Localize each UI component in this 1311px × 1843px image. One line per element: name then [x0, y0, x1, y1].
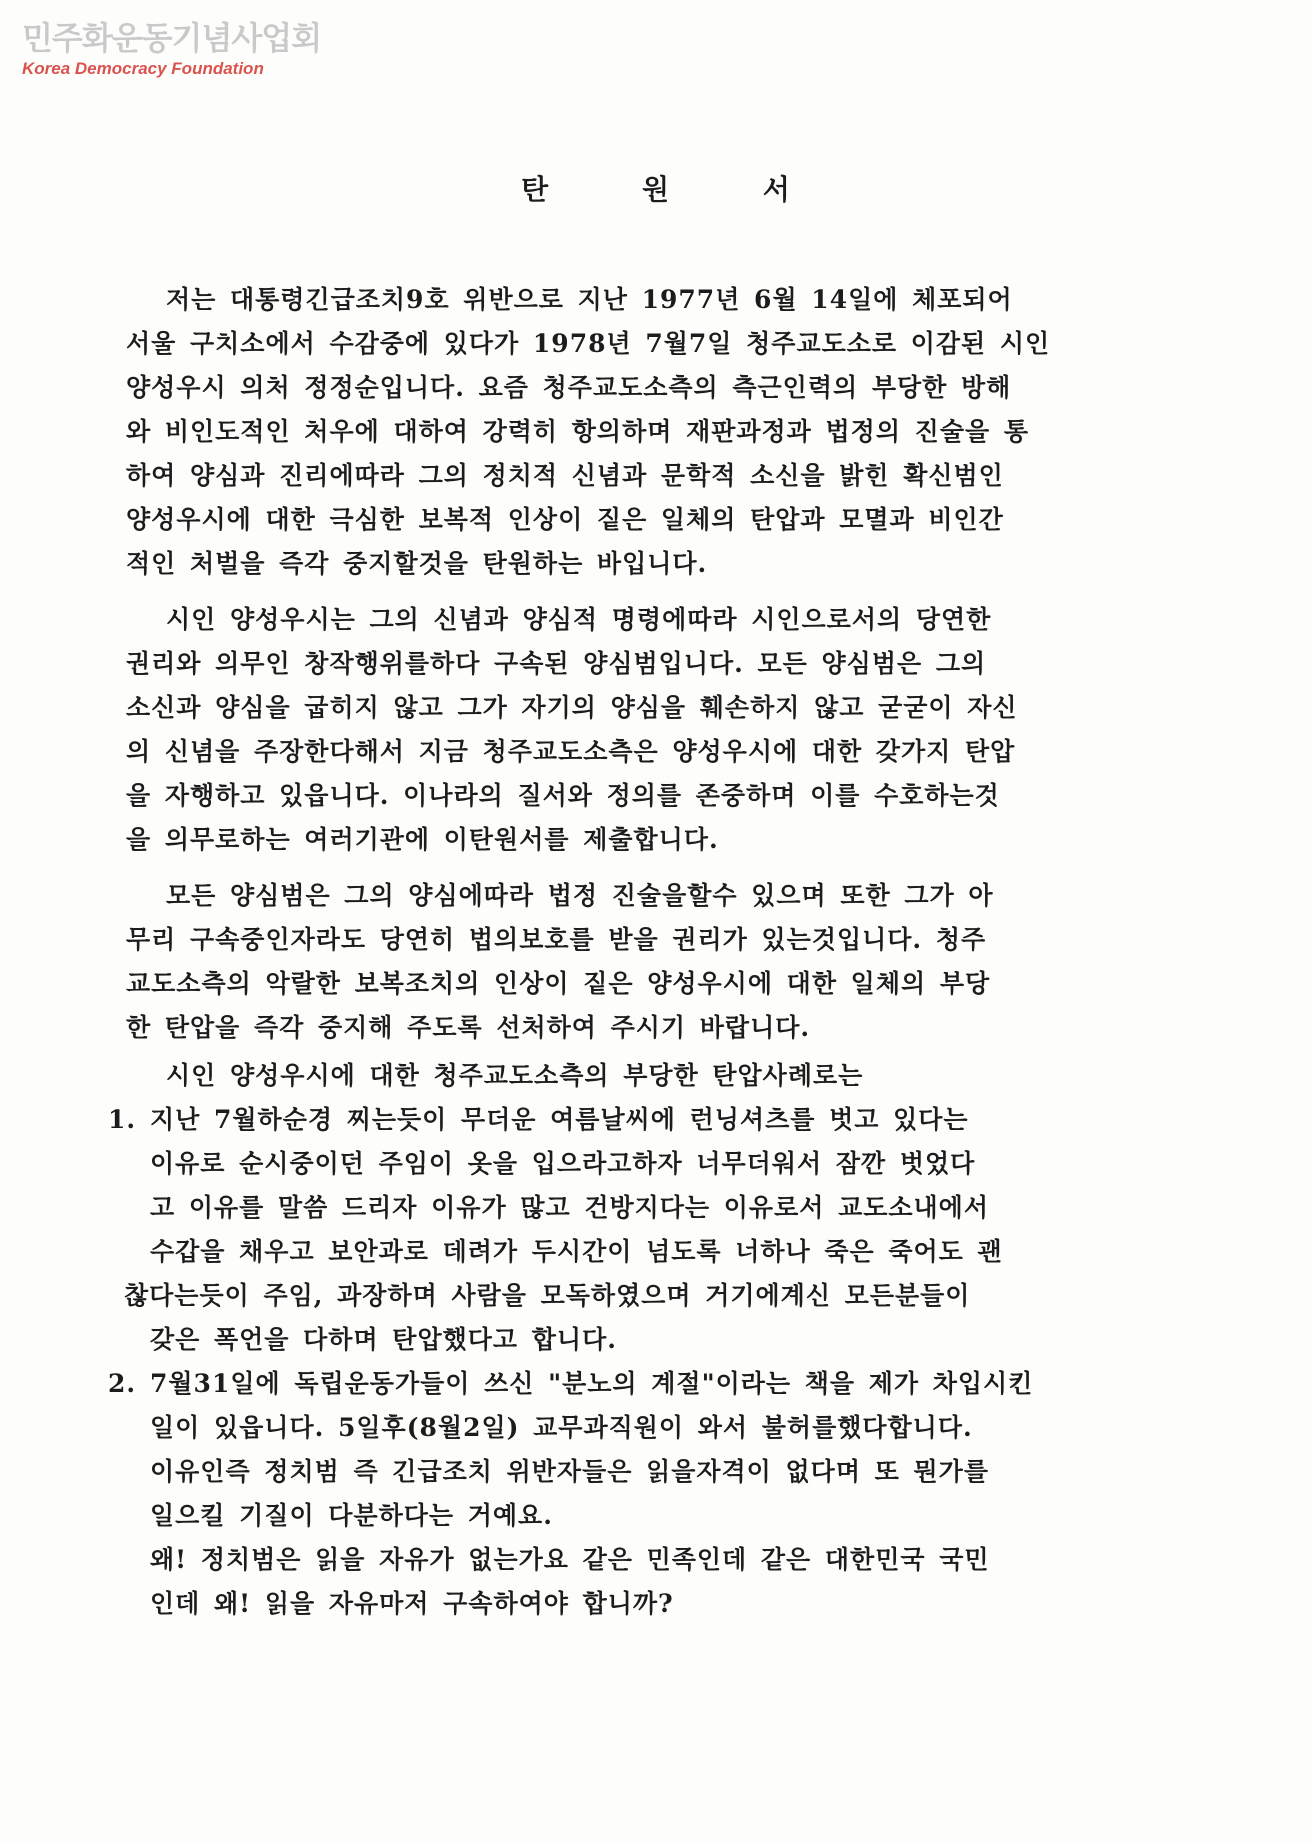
document-title: 탄 원 서 [521, 173, 832, 206]
incident-item-1 [108, 1098, 1206, 1362]
paragraph-3 [126, 874, 1206, 1050]
item-line: 찮다는듯이 주임, 과장하며 사람을 모독하였으며 거기에계신 모든분들이 [124, 1281, 971, 1310]
watermark-korean: 민주화운동기념사업회 [22, 19, 322, 57]
item-line: 고 이유를 말씀 드리자 이유가 많고 건방지다는 이유로서 교도소내에서 [150, 1193, 989, 1222]
paragraph-line: 을 자행하고 있읍니다. 이나라의 질서와 정의를 존중하며 이를 수호하는것 [126, 781, 1000, 810]
paragraph-2 [126, 598, 1206, 862]
item-line: 일으킬 기질이 다분하다는 거예요. [150, 1501, 553, 1530]
paragraph-1 [126, 278, 1206, 586]
paragraph-line: 권리와 의무인 창작행위를하다 구속된 양심범입니다. 모든 양심범은 그의 [126, 649, 987, 678]
watermark-english: Korea Democracy Foundation [22, 59, 264, 78]
incident-item-2 [108, 1362, 1206, 1626]
paragraph-line: 하여 양심과 진리에따라 그의 정치적 신념과 문학적 소신을 밝힌 확신범인 [126, 461, 1004, 490]
paragraph-line: 의 신념을 주장한다해서 지금 청주교도소측은 양성우시에 대한 갖가지 탄압 [126, 737, 1016, 766]
item-line: 지난 7월하순경 찌는듯이 무더운 여름날씨에 런닝셔츠를 벗고 있다는 [150, 1105, 969, 1134]
paragraph-line: 시인 양성우시에 대한 청주교도소측의 부당한 탄압사례로는 [166, 1061, 864, 1090]
paragraph-line: 와 비인도적인 처우에 대하여 강력히 항의하며 재판과정과 법정의 진술을 통 [126, 417, 1029, 446]
item-number: 2. [108, 1369, 137, 1398]
paragraph-line: 을 의무로하는 여러기관에 이탄원서를 제출합니다. [126, 825, 719, 854]
paragraph-line: 저는 대통령긴급조치9호 위반으로 지난 1977년 6월 14일에 체포되어 [166, 285, 1013, 314]
document-body [108, 278, 1206, 1626]
paragraph-line: 적인 처벌을 즉각 중지할것을 탄원하는 바입니다. [126, 549, 708, 578]
paragraph-line: 한 탄압을 즉각 중지해 주도록 선처하여 주시기 바랍니다. [126, 1013, 811, 1042]
item-line: 7월31일에 독립운동가들이 쓰신 "분노의 계절"이라는 책을 제가 차입시킨 [150, 1369, 1034, 1398]
paragraph-line: 양성우시 의처 정정순입니다. 요즘 청주교도소측의 측근인력의 부당한 방해 [126, 373, 1012, 402]
item-number: 1. [108, 1105, 137, 1134]
item-line: 이유인즉 정치범 즉 긴급조치 위반자들은 읽을자격이 없다며 또 뭔가를 [150, 1457, 989, 1486]
item-line: 왜! 정치범은 읽을 자유가 없는가요 같은 민족인데 같은 대한민국 국민 [150, 1545, 990, 1574]
item-line: 일이 있읍니다. 5일후(8월2일) 교무과직원이 와서 불허를했다합니다. [150, 1413, 973, 1442]
item-line: 갖은 폭언을 다하며 탄압했다고 합니다. [150, 1325, 617, 1354]
item-line: 수갑을 채우고 보안과로 데려가 두시간이 넘도록 너하나 죽은 죽어도 괜 [150, 1237, 1003, 1266]
watermark [22, 18, 321, 80]
paragraph-line: 모든 양심범은 그의 양심에따라 법정 진술을할수 있으며 또한 그가 아 [166, 881, 994, 910]
paragraph-line: 무리 구속중인자라도 당연히 법의보호를 받을 권리가 있는것입니다. 청주 [126, 925, 987, 954]
paragraph-4 [126, 1054, 1206, 1098]
paragraph-line: 양성우시에 대한 극심한 보복적 인상이 짙은 일체의 탄압과 모멸과 비인간 [126, 505, 1004, 534]
paragraph-line: 교도소측의 악랄한 보복조치의 인상이 짙은 양성우시에 대한 일체의 부당 [126, 969, 991, 998]
paragraph-line: 서울 구치소에서 수감중에 있다가 1978년 7월7일 청주교도소로 이감된 시인 [126, 329, 1051, 358]
item-line: 인데 왜! 읽을 자유마저 구속하여야 합니까? [150, 1589, 674, 1618]
paragraph-line: 소신과 양심을 굽히지 않고 그가 자기의 양심을 훼손하지 않고 굳굳이 자신 [126, 693, 1018, 722]
item-line: 이유로 순시중이던 주임이 옷을 입으라고하자 너무더워서 잠깐 벗었다 [150, 1149, 976, 1178]
paragraph-line: 시인 양성우시는 그의 신념과 양심적 명령에따라 시인으로서의 당연한 [166, 605, 992, 634]
